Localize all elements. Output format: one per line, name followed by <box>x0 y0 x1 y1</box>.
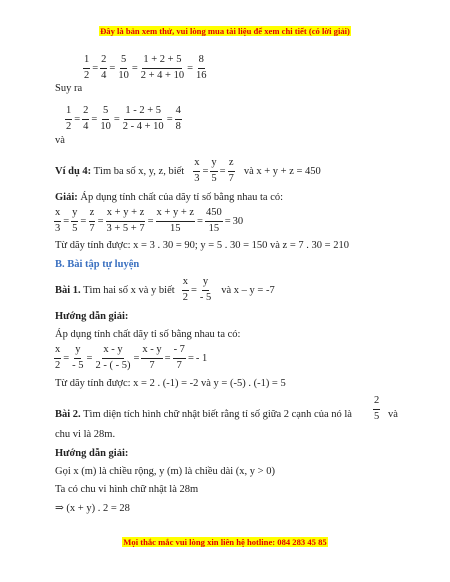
giai-line: Giải: Áp dụng tính chất của dãy tỉ số bằng nhau ta có: <box>55 192 284 203</box>
huong-dan-giai-2-line-2: Ta có chu vi hình chữ nhật là 28m <box>55 484 199 495</box>
equation-4: $\frac{x}{2}$ = $\frac{y}{- 5}$ = $\frac{x - y}{2 - ( - 5)}$ = $\frac{x - y}{7}$ = $\frac{- 7}{7}$ = - 1 <box>55 344 208 371</box>
huong-dan-giai-2-line-1: Gọi x (m) là chiều rộng, y (m) là chiều dài (x, y > 0) <box>55 466 275 477</box>
exercise-1-result: Từ dãy tính được: x = 2 . (-1) = -2 và y = (-5) . (-1) = 5 <box>55 378 286 389</box>
huong-dan-giai-1: Hướng dẫn giải: <box>55 311 129 322</box>
huong-dan-giai-2-line-3: ⇒ (x + y) . 2 = 28 <box>55 503 130 514</box>
suy-ra-text: Suy ra <box>55 83 83 94</box>
exercise-2-line-2: chu vi là 28m. <box>55 429 116 440</box>
header-notice: Đây là bản xem thử, vui lòng mua tài liệu để xem chi tiết (có lời giải) <box>100 26 350 36</box>
equation-1: $\frac{1}{2}$ = $\frac{2}{4}$ = $\frac{5}{10}$ = $\frac{1 + 2 + 5}{2 + 4 + 10}$ = $\frac{8}{16}$ <box>84 54 207 81</box>
section-b-heading: B. Bài tập tự luyện <box>55 259 140 270</box>
exercise-2-fraction: $\frac{2}{5}$ <box>374 395 380 422</box>
equation-3: $\frac{x}{3}$ = $\frac{y}{5}$ = $\frac{z}{7}$ = $\frac{x + y + z}{3 + 5 + 7}$ = $\frac{x + y + z}{15}$ = $\frac{450}{15}$ = 30 <box>55 207 244 234</box>
va-text: và <box>55 135 65 146</box>
example-4-result: Từ dãy tính được: x = 3 . 30 = 90; y = 5 . 30 = 150 và z = 7 . 30 = 210 <box>55 240 349 251</box>
exercise-1: Bài 1. Tìm hai số x và y biết $\frac{x}{2}$ = $\frac{y}{- 5}$ và x – y = -7 <box>55 276 275 303</box>
huong-dan-giai-1-text: Áp dụng tính chất dãy tỉ số bằng nhau ta có: <box>55 329 241 340</box>
example-4: Ví dụ 4: Tìm ba số x, y, z, biết $\frac{x}{3}$ = $\frac{y}{5}$ = $\frac{z}{7}$ và x + y + z = 450 <box>55 157 321 184</box>
footer-notice: Mọi thắc mắc vui lòng xin liên hệ hotline: 084 283 45 85 <box>123 537 327 547</box>
exercise-2-tail: và <box>388 409 398 420</box>
huong-dan-giai-2: Hướng dẫn giải: <box>55 448 129 459</box>
equation-2: $\frac{1}{2}$ = $\frac{2}{4}$ = $\frac{5}{10}$ = $\frac{1 - 2 + 5}{2 - 4 + 10}$ = $\frac{4}{8}$ <box>66 105 181 132</box>
exercise-2-line-1: Bài 2. Tìm diện tích hình chữ nhật biết rằng tỉ số giữa 2 cạnh của nó là <box>55 409 352 420</box>
